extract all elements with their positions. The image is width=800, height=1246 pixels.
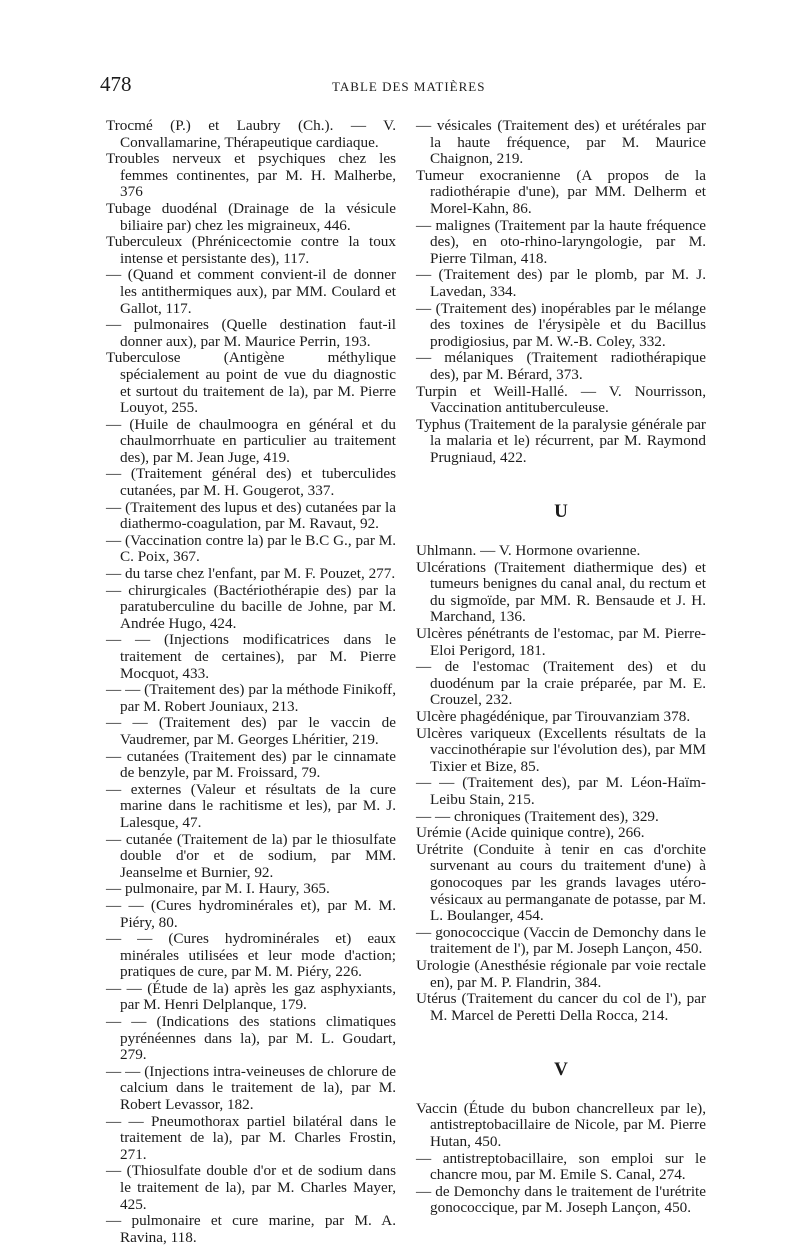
index-entry: — (Vaccination contre la) par le B.C G., par M. C. Poix, 367. <box>106 531 396 566</box>
index-entry: — externes (Valeur et résultats de la cure marine dans le rachitisme et les), par M. J. Lalesque, 47. <box>106 780 396 831</box>
index-entry: Turpin et Weill-Hallé. — V. Nourrisson, Vaccination antituberculeuse. <box>416 382 706 417</box>
index-entry: — — (Indications des stations climatiques pyrénéennes dans la), par M. L. Goudart, 279. <box>106 1013 396 1064</box>
index-entry: — (Traitement des) inopérables par le mélange des toxines de l'érysipèle et du Bacillus prodigiosius, par M. W.-B. Coley, 332. <box>416 299 706 350</box>
index-entry: — du tarse chez l'enfant, par M. F. Pouzet, 277. <box>106 565 396 583</box>
section-letter-v: V <box>554 1059 568 1081</box>
index-entry: — — (Traitement des) par la méthode Finikoff, par M. Robert Jouniaux, 213. <box>106 681 396 715</box>
index-entry: — (Thiosulfate double d'or et de sodium dans le traitement de la), par M. Charles Mayer, 425. <box>106 1162 396 1213</box>
index-entry: Vaccin (Étude du bubon chancrelleux par le), antistreptobacillaire de Nicole, par M. Pierre Hutan, 450. <box>416 1099 706 1151</box>
index-entry: — malignes (Traitement par la haute fréquence des), en oto-rhino-laryngologie, par M. Pierre Tilman, 418. <box>416 216 706 267</box>
index-entry: Urétrite (Conduite à tenir en cas d'orchite survenant au cours du traitement d'une) à gonocoques par les grands lavages utéro-vésicaux au permanganate de potasse, par M. L. Boulanger, 454. <box>416 840 706 925</box>
index-entry: — (Quand et comment convient-il de donner les antithermiques aux), par MM. Coulard et Gallot, 117. <box>106 266 396 317</box>
index-entry: Troubles nerveux et psychiques chez les femmes continentes, par M. H. Malherbe, 376 <box>106 150 396 201</box>
index-entry: Urémie (Acide quinique contre), 266. <box>416 824 645 842</box>
index-entry: Tubage duodénal (Drainage de la vésicule biliaire par) chez les migraineux, 446. <box>106 199 396 234</box>
index-entry: — pulmonaires (Quelle destination faut-il donner aux), par M. Maurice Perrin, 193. <box>106 316 396 350</box>
index-entry: — gonococcique (Vaccin de Demonchy dans le traitement de l'), par M. Joseph Lançon, 450. <box>416 923 706 958</box>
index-entry: — vésicales (Traitement des) et urétérales par la haute fréquence, par M. Maurice Chaignon, 219. <box>416 117 706 168</box>
index-entry: Urologie (Anesthésie régionale par voie rectale en), par M. P. Flandrin, 384. <box>416 956 706 991</box>
index-entry: — chirurgicales (Bactériothérapie des) par la paratuberculine du bacille de Johne, par M. Andrée Hugo, 424. <box>106 581 396 632</box>
index-entry: — — (Étude de la) après les gaz asphyxiants, par M. Henri Delplanque, 179. <box>106 979 396 1014</box>
index-entry: Tuberculeux (Phrénicectomie contre la toux intense et persistante des), 117. <box>106 233 396 267</box>
index-entry: Trocmé (P.) et Laubry (Ch.). — V. Convallamarine, Thérapeutique cardiaque. <box>106 117 396 151</box>
index-entry: Uhlmann. — V. Hormone ovarienne. <box>416 542 641 560</box>
index-entry: — de l'estomac (Traitement des) et du duodénum par la craie préparée, par M. E. Crouzel, 232. <box>416 658 706 709</box>
index-entry: — — (Cures hydrominérales et) eaux minérales utilisées et leur mode d'action; pratiques de cure, par M. M. Piéry, 226. <box>106 930 396 981</box>
index-entry: — — chroniques (Traitement des), 329. <box>416 807 659 825</box>
right-column-entries <box>416 118 706 466</box>
index-entry: Utérus (Traitement du cancer du col de l'), par M. Marcel de Peretti Della Rocca, 214. <box>416 990 706 1024</box>
index-entry: Typhus (Traitement de la paralysie générale par la malaria et le) récurrent, par M. Raymond Prugniaud, 422. <box>416 415 706 466</box>
right-column <box>416 118 706 1217</box>
section-letter-u: U <box>554 501 568 523</box>
running-title: TABLE DES MATIÈRES <box>332 79 486 94</box>
index-entry: — de Demonchy dans le traitement de l'urétrite gonococcique, par M. Joseph Lançon, 450. <box>416 1182 706 1217</box>
index-entry: — — (Injections modificatrices dans le traitement de certaines), par M. Pierre Mocquot, 433. <box>106 631 396 682</box>
index-entry: — pulmonaire et cure marine, par M. A. Ravina, 118. <box>106 1212 396 1246</box>
section-v-entries <box>416 1101 706 1217</box>
index-entry: — cutanée (Traitement de la) par le thiosulfate double d'or et de sodium, par MM. Jeanselme et Burnier, 92. <box>106 830 396 881</box>
index-entry: — mélaniques (Traitement radiothérapique des), par M. Bérard, 373. <box>416 349 706 383</box>
index-entry: — (Traitement des) par le plomb, par M. J. Lavedan, 334. <box>416 266 706 300</box>
index-entry: Ulcère phagédénique, par Tirouvanziam 378. <box>416 708 691 725</box>
index-entry: Ulcères pénétrants de l'estomac, par M. Pierre-Eloi Perigord, 181. <box>416 625 706 659</box>
section-u-entries <box>416 543 706 1024</box>
index-entry: — — Pneumothorax partiel bilatéral dans le traitement de la), par M. Charles Frostin, 271. <box>106 1112 396 1163</box>
page-number: 478 <box>100 72 132 96</box>
index-entry: Ulcérations (Traitement diathermique des) et tumeurs benignes du canal anal, du rectum et du sigmoïde, par MM. R. Bensaude et J. H. Marchand, 136. <box>416 558 706 626</box>
index-entry: — (Huile de chaulmoogra en général et du chaulmorrhuate en particulier au traitement des), par M. Jean Juge, 419. <box>106 415 396 466</box>
index-entry: — pulmonaire, par M. I. Haury, 365. <box>106 880 330 898</box>
index-entry: — (Traitement des lupus et des) cutanées par la diathermo-coagulation, par M. Ravaut, 92. <box>106 498 396 533</box>
left-column <box>106 118 396 1246</box>
page-header <box>100 72 720 102</box>
index-entry: — — (Traitement des), par M. Léon-Haïm-Leibu Stain, 215. <box>416 774 706 808</box>
index-entry: — (Traitement général des) et tuberculides cutanées, par M. H. Gougerot, 337. <box>106 465 396 500</box>
index-entry: Ulcères variqueux (Excellents résultats de la vaccinothérapie sur l'évolution des), par MM Tixier et Bize, 85. <box>416 724 706 775</box>
index-entry: — cutanées (Traitement des) par le cinnamate de benzyle, par M. Froissard, 79. <box>106 747 396 782</box>
index-entry: — — (Cures hydrominérales et), par M. M. Piéry, 80. <box>106 896 396 931</box>
index-entry: — — (Traitement des) par le vaccin de Vaudremer, par M. Georges Lhéritier, 219. <box>106 714 396 748</box>
index-entry: Tuberculose (Antigène méthylique spécialement au point de vue du diagnostic et surtout du traitement de la), par M. Pierre Louyot, 255. <box>106 349 396 417</box>
index-entry: — — (Injections intra-veineuses de chlorure de calcium dans le traitement de la), par M. Robert Levassor, 182. <box>106 1062 396 1114</box>
index-entry: — antistreptobacillaire, son emploi sur le chancre mou, par M. Emile S. Canal, 274. <box>416 1149 706 1184</box>
index-entry: Tumeur exocranienne (A propos de la radiothérapie d'une), par MM. Delherm et Morel-Kahn, 86. <box>416 166 706 217</box>
